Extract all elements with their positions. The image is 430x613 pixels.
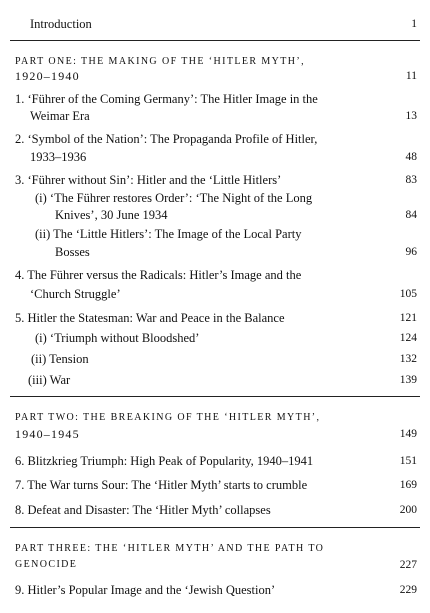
toc-page-number: 124 — [399, 332, 417, 344]
toc-page-number: 84 — [405, 209, 417, 221]
toc-entry-title: 9. Hitler’s Popular Image and the ‘Jewish Question’ — [15, 583, 276, 597]
toc-entry-title: Weimar Era — [30, 109, 90, 123]
part-heading: GENOCIDE — [15, 559, 78, 570]
toc-page-number: 48 — [405, 151, 417, 163]
toc-entry-title: 3. ‘Führer without Sin’: Hitler and the ‘Little Hitlers’ — [15, 173, 282, 187]
toc-entry-title: 2. ‘Symbol of the Nation’: The Propaganda Profile of Hitler, — [15, 132, 318, 146]
toc-entry-title: 1. ‘Führer of the Coming Germany’: The Hitler Image in the — [15, 92, 318, 106]
toc-entry-title: 6. Blitzkrieg Triumph: High Peak of Popularity, 1940–1941 — [15, 454, 314, 468]
toc-page-number: 200 — [399, 504, 417, 516]
toc-entry-title: Bosses — [55, 245, 90, 259]
part-heading: 1940–1945 — [15, 427, 80, 441]
section-divider — [10, 40, 420, 41]
part-heading: PART ONE: THE MAKING OF THE ‘HITLER MYTH’, — [15, 56, 306, 67]
section-divider — [10, 527, 420, 528]
toc-entry-title: (iii) War — [28, 373, 71, 387]
toc-page-number: 11 — [405, 70, 417, 82]
toc-page-number: 1 — [411, 18, 417, 30]
toc-page-number: 229 — [399, 584, 417, 596]
toc-page-number: 139 — [399, 374, 417, 386]
toc-entry-title: 7. The War turns Sour: The ‘Hitler Myth’ starts to crumble — [15, 478, 308, 492]
toc-entry-title: ‘Church Struggle’ — [30, 287, 121, 301]
toc-page-number: 132 — [399, 353, 417, 365]
toc-entry-title: Knives’, 30 June 1934 — [55, 208, 168, 222]
toc-entry-title: 1933–1936 — [30, 150, 87, 164]
toc-page-number: 121 — [399, 312, 417, 324]
toc-page-number: 227 — [399, 559, 417, 571]
toc-entry-title: 8. Defeat and Disaster: The ‘Hitler Myth’ collapses — [15, 503, 271, 517]
toc-page-number: 105 — [399, 288, 417, 300]
toc-entry-title: 4. The Führer versus the Radicals: Hitler’s Image and the — [15, 268, 302, 282]
toc-page-number: 96 — [405, 246, 417, 258]
part-heading: 1920–1940 — [15, 69, 80, 83]
toc-entry-title: (ii) Tension — [31, 352, 89, 366]
toc-entry-title: (i) ‘Triumph without Bloodshed’ — [35, 331, 200, 345]
part-heading: PART THREE: THE ‘HITLER MYTH’ AND THE PATH TO — [15, 543, 325, 554]
toc-entry-title: Introduction — [30, 17, 92, 31]
part-heading: PART TWO: THE BREAKING OF THE ‘HITLER MYTH’, — [15, 412, 321, 423]
toc-page-number: 151 — [399, 455, 417, 467]
toc-page-number: 169 — [399, 479, 417, 491]
section-divider — [10, 396, 420, 397]
toc-entry-title: (i) ‘The Führer restores Order’: ‘The Night of the Long — [35, 191, 313, 205]
toc-entry-title: (ii) The ‘Little Hitlers’: The Image of the Local Party — [35, 227, 302, 241]
toc-page-number: 149 — [399, 428, 417, 440]
toc-page-number: 13 — [405, 110, 417, 122]
toc-entry-title: 5. Hitler the Statesman: War and Peace in the Balance — [15, 311, 285, 325]
toc-page-number: 83 — [405, 174, 417, 186]
